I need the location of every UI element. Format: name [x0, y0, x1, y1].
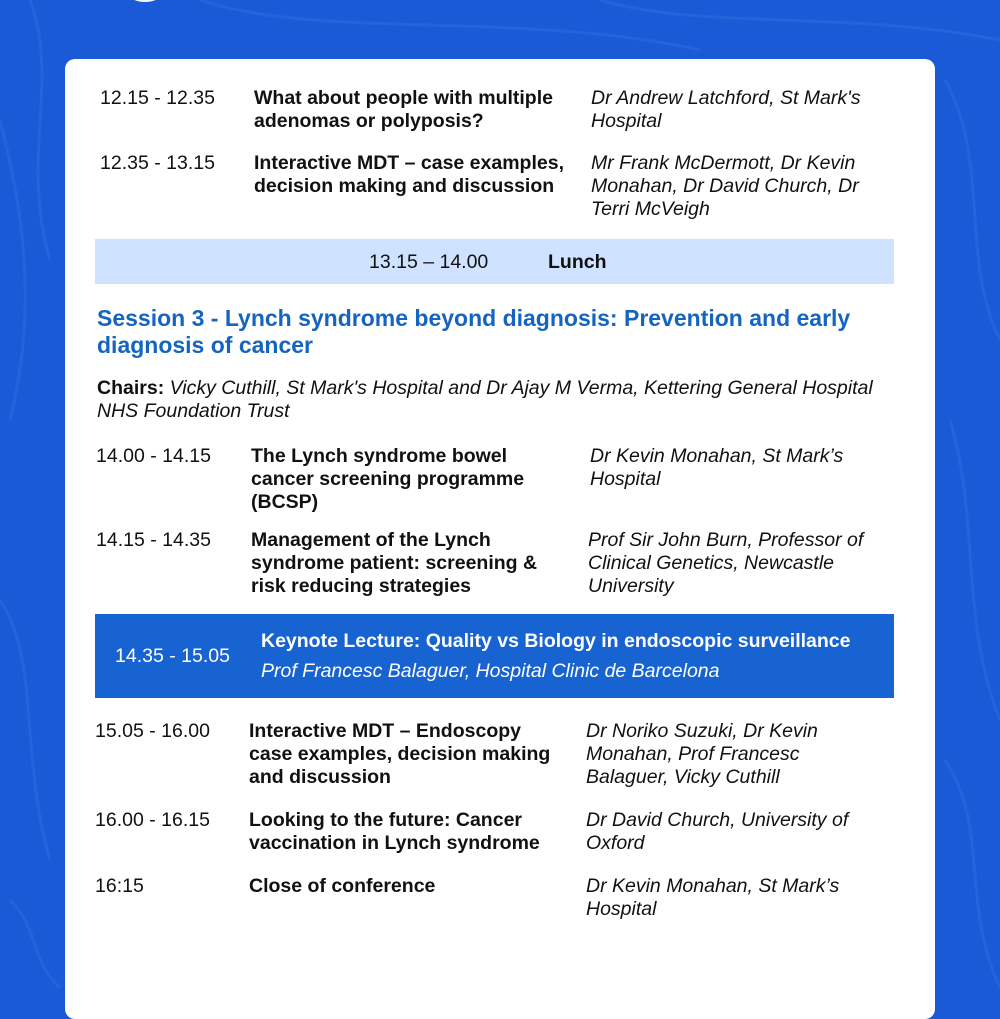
schedule-row — [65, 152, 935, 224]
schedule-row — [65, 720, 935, 792]
chairs-label: Chairs: — [97, 377, 165, 399]
row-time: 15.05 - 16.00 — [95, 720, 210, 742]
keynote-time: 14.35 - 15.05 — [115, 645, 230, 667]
schedule-row — [65, 529, 935, 601]
session-chairs — [97, 377, 897, 423]
row-title: Looking to the future: Cancer vaccination in Lynch syndrome — [249, 809, 540, 854]
keynote-speaker: Prof Francesc Balaguer, Hospital Clinic de Barcelona — [261, 660, 720, 682]
row-title: Interactive MDT – case examples, decision making and discussion — [254, 152, 564, 197]
row-time: 16.00 - 16.15 — [95, 809, 210, 831]
lunch-band — [95, 239, 894, 284]
row-speaker: Dr Kevin Monahan, St Mark’s Hospital — [586, 875, 840, 920]
row-title: What about people with multiple adenomas or polyposis? — [254, 87, 553, 132]
row-title: Interactive MDT – Endoscopy case examples, decision making and discussion — [249, 720, 551, 788]
row-time: 14.00 - 14.15 — [96, 445, 211, 467]
chairs-names: Vicky Cuthill, St Mark's Hospital and Dr Ajay M Verma, Kettering General Hospital NHS Foundation Trust — [97, 377, 873, 422]
schedule-row — [65, 875, 935, 925]
row-time: 14.15 - 14.35 — [96, 529, 211, 551]
row-time: 12.15 - 12.35 — [100, 87, 215, 109]
row-speaker: Dr Andrew Latchford, St Mark's Hospital — [591, 87, 861, 132]
row-time: 16:15 — [95, 875, 144, 897]
row-time: 12.35 - 13.15 — [100, 152, 215, 174]
schedule-row — [65, 445, 935, 517]
row-speaker: Dr Noriko Suzuki, Dr Kevin Monahan, Prof Francesc Balaguer, Vicky Cuthill — [586, 720, 818, 788]
row-speaker: Dr Kevin Monahan, St Mark’s Hospital — [590, 445, 844, 490]
row-speaker: Dr David Church, University of Oxford — [586, 809, 849, 854]
schedule-row — [65, 87, 935, 137]
row-title: Close of conference — [249, 875, 436, 897]
keynote-band — [95, 614, 894, 698]
row-speaker: Prof Sir John Burn, Professor of Clinical Genetics, Newcastle University — [588, 529, 864, 597]
row-speaker: Mr Frank McDermott, Dr Kevin Monahan, Dr David Church, Dr Terri McVeigh — [591, 152, 859, 220]
keynote-title: Keynote Lecture: Quality vs Biology in endoscopic surveillance — [261, 630, 851, 652]
schedule-card — [65, 59, 935, 1019]
row-title: The Lynch syndrome bowel cancer screening programme (BCSP) — [251, 445, 525, 513]
lunch-label: Lunch — [548, 251, 607, 273]
session-title: Session 3 - Lynch syndrome beyond diagnosis: Prevention and early diagnosis of cancer — [97, 305, 851, 358]
schedule-row — [65, 809, 935, 859]
row-title: Management of the Lynch syndrome patient: screening & risk reducing strategies — [251, 529, 538, 597]
lunch-time: 13.15 – 14.00 — [369, 251, 489, 273]
